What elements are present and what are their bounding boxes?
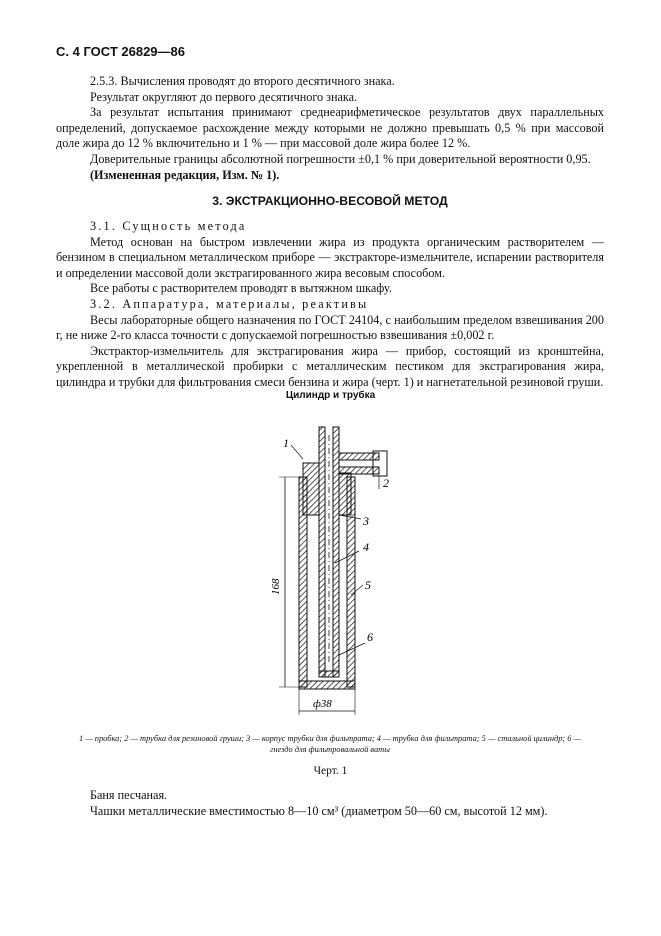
paragraph: Результат округляют до первого десятичного знака. <box>90 89 358 104</box>
paragraph: Весы лабораторные общего назначения по ГОСТ 24104, с наибольшим пределом взвешивания 200 г, не ниже 2-го класса точности с допускаемой погрешностью взвешивания ±0,002 г. <box>56 312 604 343</box>
amendment-note: (Измененная редакция, Изм. № 1). <box>90 167 280 182</box>
paragraph: Баня песчаная. <box>90 788 168 802</box>
subsection-heading: 3.2. Аппаратура, материалы, реактивы <box>90 296 369 311</box>
paragraph: Все работы с растворителем проводят в вытяжном шкафу. <box>90 281 392 296</box>
text-block-method <box>56 219 604 391</box>
paragraph: Экстрактор-измельчитель для экстрагирования жира — прибор, состоящий из кронштейна, укрепленной в металлической пробирки с металлическим пестиком для экстрагирования жира, цилиндра и трубки для фильтрования смеси бензина и жира (черт. 1) и нагнетательной резиновой груши. <box>56 343 604 389</box>
plug-right <box>339 473 351 515</box>
figure-title: Цилиндр и трубка <box>285 390 376 401</box>
figure-caption: 1 — пробка; 2 — трубка для резиновой груши; 3 — корпус трубки для фильтрата; 4 — трубка для фильтрата; 5 — стальной цилиндр; 6 — гнездо для фильтровальной ваты <box>78 734 582 754</box>
paragraph: 2.5.3. Вычисления проводят до второго десятичного знака. <box>90 74 395 88</box>
filtrate-tube-bottom <box>319 671 339 677</box>
cylinder-tube-drawing <box>255 415 405 720</box>
filtrate-tube-wall-right <box>333 427 339 677</box>
section-title: 3. ЭКСТРАКЦИОННО-ВЕСОВОЙ МЕТОД <box>212 194 448 208</box>
figure-number: Черт. 1 <box>313 765 348 777</box>
page-header: С. 4 ГОСТ 26829—86 <box>56 44 185 59</box>
paragraph: Доверительные границы абсолютной погрешности ±0,1 % при доверительной вероятности 0,95. <box>90 151 591 166</box>
paragraph: За результат испытания принимают среднеарифметическое результатов двух параллельных определений, допускаемое расхождение между которыми не должно превышать 0,5 % при массовой доле жира до 12 % включительно и 1 % — при массовой доле жира более 12 %. <box>56 105 604 151</box>
paragraph: Чашки металлические вместимостью 8—10 см³ (диаметром 50—60 см, высотой 12 мм). <box>90 803 548 818</box>
callout-5: 5 <box>365 578 371 592</box>
plug <box>303 463 319 515</box>
paragraph: Метод основан на быстром извлечении жира из продукта органическим растворителем — бензином в специальном металлическом приборе — экстракторе-измельчителе, испарении растворителя и определении массовой доли экстрагированного жира весовым способом. <box>56 234 604 280</box>
callout-1: 1 <box>283 436 289 450</box>
dim-height-label: 168 <box>270 578 282 595</box>
callout-6: 6 <box>367 630 373 644</box>
callout-4: 4 <box>363 540 369 554</box>
subsection-heading: 3.1. Сущность метода <box>90 219 247 233</box>
cylinder-bottom <box>299 681 355 689</box>
text-block-results <box>56 74 604 183</box>
filtrate-tube-wall-left <box>319 427 325 677</box>
callout-2: 2 <box>383 476 389 490</box>
callout-3: 3 <box>363 514 369 528</box>
text-block-equipment <box>90 788 547 819</box>
dim-diameter-label: ф38 <box>313 698 332 710</box>
